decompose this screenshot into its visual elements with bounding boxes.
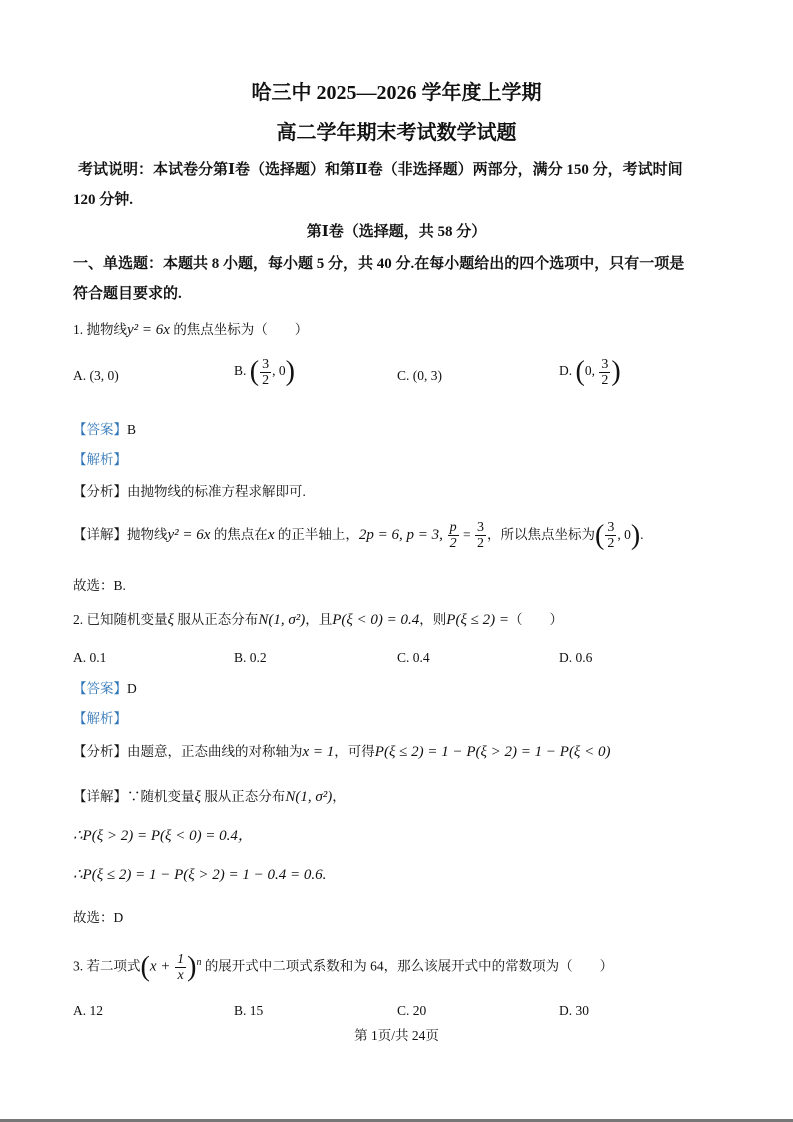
text: 由题意，正态曲线的对称轴为 — [127, 744, 303, 759]
text: ，可得 — [334, 744, 375, 759]
denominator: 2 — [476, 536, 484, 552]
q2-option-b: B. 0.2 — [234, 650, 267, 665]
answer-label: 【答案】 — [73, 681, 127, 696]
text: 3. 若二项式 — [73, 958, 141, 974]
instructions-line2: 120 分钟. — [73, 192, 134, 208]
text: 的展开式中二项式系数和为 64，那么该展开式中的常数项为（ ） — [201, 958, 614, 974]
q1-option-b: B. ( $\frac{3}{2}$ , 0) — [234, 356, 295, 388]
answer-label: 【答案】 — [73, 422, 127, 437]
fenxi-text: 由抛物线的标准方程求解即可. — [127, 484, 306, 499]
math: = — [459, 527, 474, 542]
q2-analysis-label: 【解析】 — [73, 711, 127, 726]
text: 的焦点在 — [210, 527, 268, 542]
numerator: 3 — [607, 520, 615, 536]
text: （ ） — [508, 612, 563, 627]
section-heading-line1: 一、单选题：本题共 8 小题，每小题 5 分，共 40 分.在每小题给出的四个选项中，只有一项是 — [73, 256, 685, 272]
q1-choose: 故选：B. — [73, 578, 126, 593]
answer-value: D — [127, 681, 137, 696]
math: ξ — [167, 612, 174, 628]
denominator: x — [177, 967, 184, 983]
q2-choose: 故选：D — [73, 910, 124, 925]
text: 的正半轴上， — [274, 527, 359, 542]
page-number: 第 1页/共 24页 — [354, 1028, 439, 1043]
option-math: , 0 — [272, 363, 286, 379]
q1-math: y² = 6x — [127, 322, 170, 338]
math: P(ξ ≤ 2) = — [446, 612, 509, 628]
math: P(ξ < 0) = 0.4 — [332, 612, 420, 628]
q2-option-c: C. 0.4 — [397, 650, 430, 665]
q2-fenxi — [73, 742, 610, 762]
fenxi-label: 【分析】 — [73, 744, 127, 759]
section-title: 第Ⅰ卷（选择题，共 58 分） — [306, 224, 487, 240]
text: ， — [332, 789, 346, 804]
section-heading-line2: 符合题目要求的. — [73, 286, 182, 302]
math: , 0 — [617, 527, 631, 542]
math: N(1, σ²) — [285, 789, 333, 805]
math: x — [267, 527, 275, 543]
q1-option-c: C. (0, 3) — [397, 368, 442, 383]
q3-option-d: D. 30 — [559, 1003, 589, 1018]
text: 服从正态分布 — [200, 789, 286, 804]
q3-option-b: B. 15 — [234, 1003, 264, 1018]
xiangjie-label: 【详解】 — [73, 527, 127, 542]
q2-option-d: D. 0.6 — [559, 650, 593, 665]
math: x = 1 — [302, 744, 335, 760]
q2-step-2: ∴P(ξ ≤ 2) = 1 − P(ξ > 2) = 1 − 0.4 = 0.6. — [73, 867, 327, 883]
q1-option-d: D. (0, $\frac{3}{2}$ ) — [559, 356, 621, 388]
question-1-stem — [73, 320, 308, 340]
q2-step-1: ∴P(ξ > 2) = P(ξ < 0) = 0.4， — [73, 828, 253, 844]
answer-value: B — [127, 422, 137, 437]
text: ，所以焦点坐标为 — [486, 527, 595, 542]
q3-option-a: A. 12 — [73, 1003, 103, 1018]
math: 2p = 6, p = 3, — [358, 527, 447, 543]
exam-title: 哈三中 2025—2026 学年度上学期 — [251, 82, 542, 104]
exponent: n — [196, 957, 202, 968]
q1-fenxi — [73, 482, 306, 502]
text: ∵随机变量 — [127, 789, 195, 804]
numerator: 3 — [262, 356, 270, 372]
option-label: D. — [559, 363, 573, 379]
text: 2. 已知随机变量 — [73, 612, 168, 627]
q1-text-post: 的焦点坐标为（ ） — [169, 322, 309, 337]
numerator: 1 — [177, 951, 185, 967]
text: 服从正态分布 — [173, 612, 259, 627]
text: ，则 — [419, 612, 447, 627]
q3-option-c: C. 20 — [397, 1003, 427, 1018]
math: ξ — [194, 789, 201, 805]
option-label: B. — [234, 363, 247, 379]
q1-analysis-label: 【解析】 — [73, 452, 127, 467]
q2-option-a: A. 0.1 — [73, 650, 107, 665]
math: N(1, σ²) — [258, 612, 306, 628]
exam-subtitle: 高二学年期末考试数学试题 — [276, 122, 517, 144]
q1-text: 1. 抛物线 — [73, 322, 127, 337]
question-3-stem: 3. 若二项式(x + $\frac{1}{x}$ )$^n$ 的展开式中二项式系数和为 64，那么该展开式中的常数项为（ ） — [73, 951, 614, 983]
denominator: 2 — [601, 372, 609, 388]
q2-answer — [73, 679, 137, 699]
numerator: 3 — [601, 356, 609, 372]
math: P(ξ ≤ 2) = 1 − P(ξ > 2) = 1 − P(ξ < 0) — [374, 744, 611, 760]
math: y² = 6x — [167, 527, 211, 543]
instructions-line1: 考试说明：本试卷分第Ⅰ卷（选择题）和第Ⅱ卷（非选择题）两部分，满分 150 分，考试时间 — [78, 162, 683, 178]
text: ，且 — [305, 612, 333, 627]
question-2-stem — [73, 608, 563, 632]
numerator: p — [449, 520, 457, 536]
numerator: 3 — [476, 520, 484, 536]
text: 抛物线 — [127, 527, 168, 542]
xiangjie-label: 【详解】 — [73, 789, 127, 804]
q1-option-a: A. (3, 0) — [73, 368, 119, 383]
denominator: 2 — [262, 372, 270, 388]
q2-xiangjie — [73, 787, 346, 807]
denominator: 2 — [607, 536, 615, 552]
math: x + — [149, 958, 175, 975]
denominator: 2 — [449, 536, 457, 552]
q1-answer — [73, 420, 136, 440]
option-math: 0, — [584, 363, 599, 379]
q1-xiangjie: 【详解】抛物线y² = 6x 的焦点在x 的正半轴上，2p = 6, p = 3, $\frac{p}{2}$ = $\frac{3}{2}$ ，所以焦点坐标为( $\frac{3}{2}$ , 0). — [73, 519, 644, 552]
fenxi-label: 【分析】 — [73, 484, 127, 499]
